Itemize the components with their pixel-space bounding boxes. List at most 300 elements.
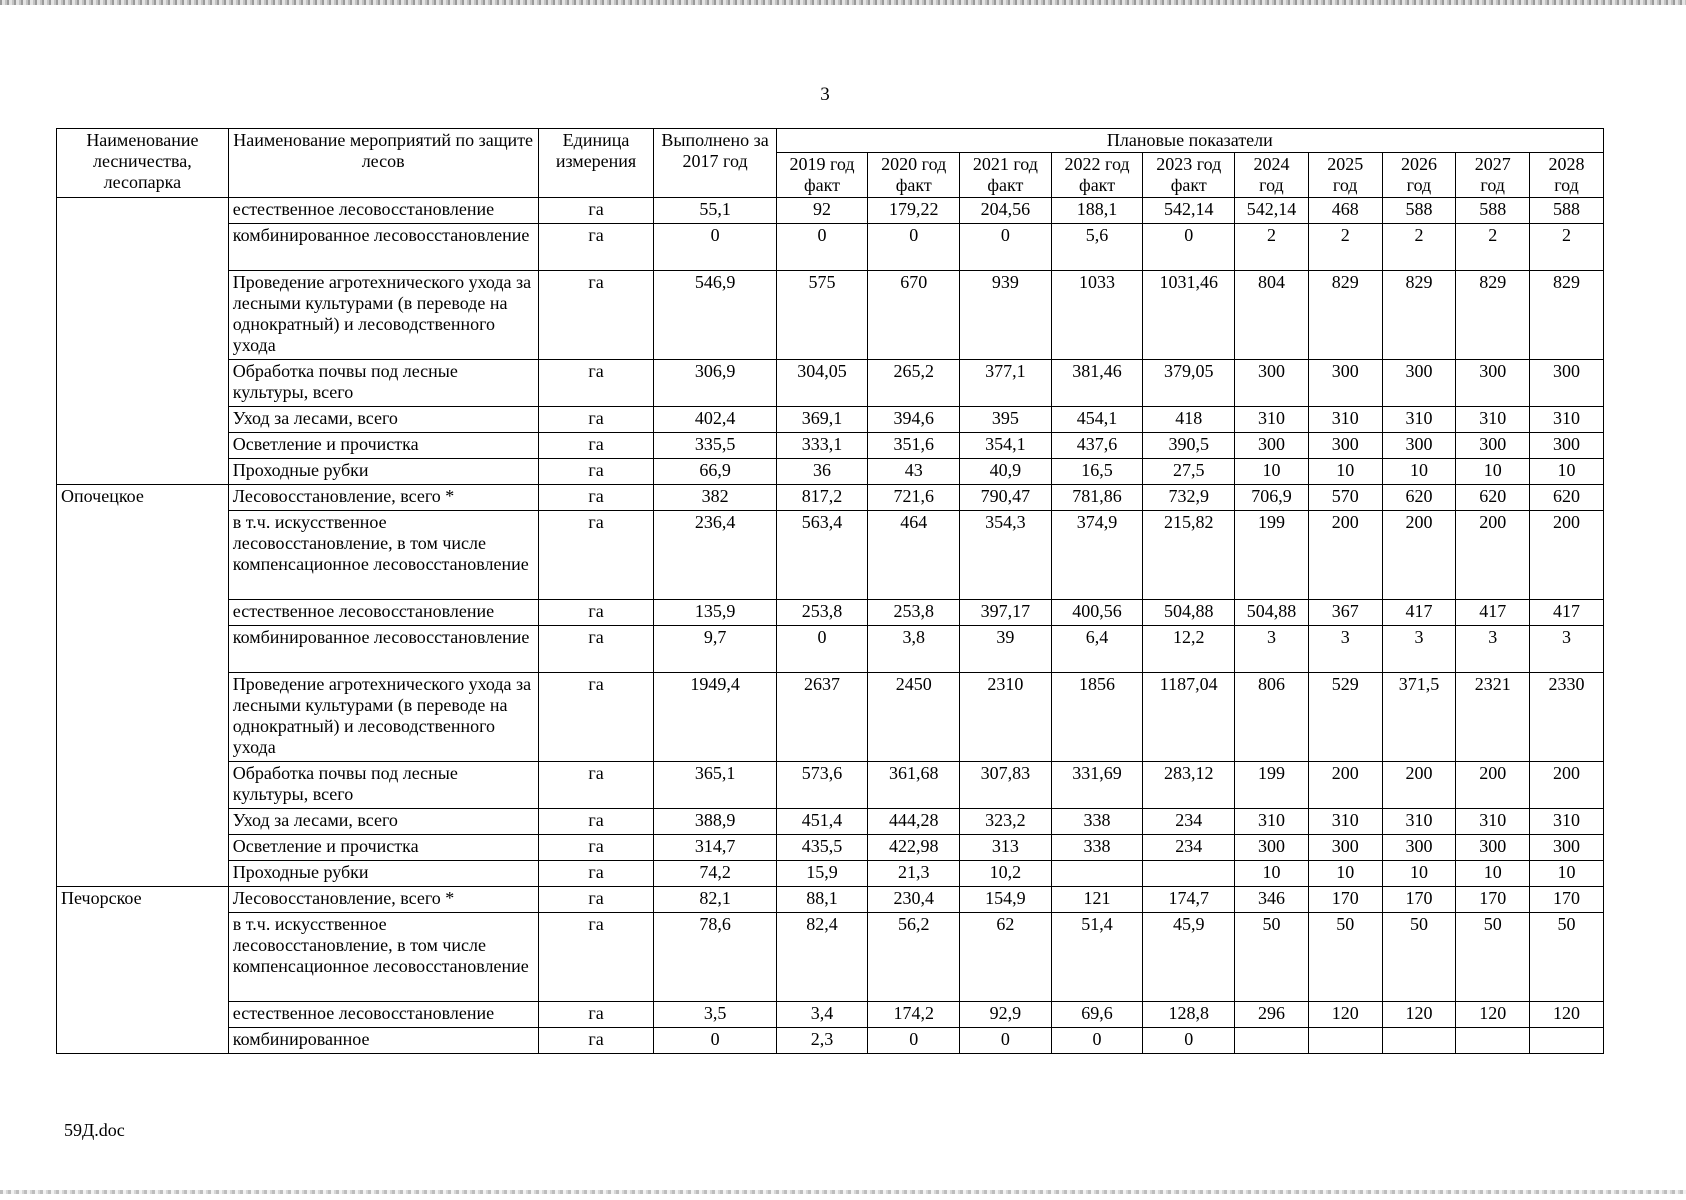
value-cell: 374,9 (1051, 511, 1143, 600)
value-cell: 2637 (776, 673, 868, 762)
value-cell: 200 (1456, 511, 1530, 600)
table-row (57, 1002, 1604, 1028)
value-cell: 706,9 (1235, 485, 1309, 511)
value-cell: 300 (1308, 360, 1382, 407)
value-cell: 0 (1143, 224, 1235, 271)
value-cell: 2 (1530, 224, 1604, 271)
value-cell: 397,17 (960, 600, 1052, 626)
value-cell (1308, 1028, 1382, 1054)
value-cell: 10 (1382, 459, 1456, 485)
measure-name: Проведение агротехнического ухода за лесными культурами (в переводе на однократный) и лесоводственного ухода (228, 673, 538, 762)
unit-cell: га (538, 762, 654, 809)
value-cell: 817,2 (776, 485, 868, 511)
measure-name: Уход за лесами, всего (228, 407, 538, 433)
unit-cell: га (538, 485, 654, 511)
value-cell: 422,98 (868, 835, 960, 861)
value-cell: 304,05 (776, 360, 868, 407)
table-row (57, 407, 1604, 433)
value-cell: 417 (1530, 600, 1604, 626)
value-cell (1382, 1028, 1456, 1054)
value-cell (1456, 1028, 1530, 1054)
value-cell: 310 (1235, 809, 1309, 835)
value-cell: 371,5 (1382, 673, 1456, 762)
value-cell: 310 (1308, 407, 1382, 433)
value-cell: 310 (1382, 809, 1456, 835)
measure-name: комбинированное лесовосстановление (228, 224, 538, 271)
value-cell: 27,5 (1143, 459, 1235, 485)
value-cell: 2321 (1456, 673, 1530, 762)
value-cell: 253,8 (776, 600, 868, 626)
value-cell: 417 (1456, 600, 1530, 626)
value-cell: 300 (1382, 433, 1456, 459)
table-row (57, 887, 1604, 913)
value-cell: 69,6 (1051, 1002, 1143, 1028)
value-cell: 620 (1456, 485, 1530, 511)
measure-name: в т.ч. искусственное лесовосстановление, в том числе компенсационное лесовосстановление (228, 511, 538, 600)
value-cell: 0 (1051, 1028, 1143, 1054)
value-cell: 199 (1235, 762, 1309, 809)
value-cell: 307,83 (960, 762, 1052, 809)
value-cell: 310 (1456, 407, 1530, 433)
value-cell: 529 (1308, 673, 1382, 762)
value-cell: 313 (960, 835, 1052, 861)
value-cell: 10 (1235, 861, 1309, 887)
value-cell: 55,1 (654, 198, 776, 224)
value-cell: 323,2 (960, 809, 1052, 835)
header-year: 2020 год факт (868, 153, 960, 198)
measure-name: Уход за лесами, всего (228, 809, 538, 835)
value-cell: 3 (1456, 626, 1530, 673)
value-cell: 128,8 (1143, 1002, 1235, 1028)
unit-cell: га (538, 673, 654, 762)
table-row (57, 511, 1604, 600)
value-cell: 170 (1530, 887, 1604, 913)
value-cell: 670 (868, 271, 960, 360)
table-row (57, 762, 1604, 809)
value-cell: 16,5 (1051, 459, 1143, 485)
table-row (57, 673, 1604, 762)
value-cell: 388,9 (654, 809, 776, 835)
value-cell: 804 (1235, 271, 1309, 360)
value-cell: 435,5 (776, 835, 868, 861)
scan-edge-top (0, 0, 1686, 5)
value-cell: 204,56 (960, 198, 1052, 224)
value-cell: 588 (1382, 198, 1456, 224)
value-cell: 92 (776, 198, 868, 224)
value-cell: 92,9 (960, 1002, 1052, 1028)
header-year: 2028 год (1530, 153, 1604, 198)
unit-cell: га (538, 809, 654, 835)
value-cell: 310 (1530, 407, 1604, 433)
unit-cell: га (538, 1002, 654, 1028)
value-cell: 2 (1456, 224, 1530, 271)
value-cell: 200 (1308, 762, 1382, 809)
measure-name: Проходные рубки (228, 459, 538, 485)
value-cell: 306,9 (654, 360, 776, 407)
footer-filename: 59Д.doc (64, 1120, 125, 1140)
header-year: 2019 год факт (776, 153, 868, 198)
value-cell: 314,7 (654, 835, 776, 861)
unit-cell: га (538, 511, 654, 600)
value-cell: 338 (1051, 809, 1143, 835)
measure-name: Осветление и прочистка (228, 835, 538, 861)
value-cell: 66,9 (654, 459, 776, 485)
measure-name: в т.ч. искусственное лесовосстановление, в том числе компенсационное лесовосстановление (228, 913, 538, 1002)
value-cell: 335,5 (654, 433, 776, 459)
table-row (57, 809, 1604, 835)
value-cell: 300 (1235, 360, 1309, 407)
value-cell: 0 (776, 626, 868, 673)
unit-cell: га (538, 835, 654, 861)
value-cell: 365,1 (654, 762, 776, 809)
value-cell: 10 (1235, 459, 1309, 485)
table-row (57, 485, 1604, 511)
header-unit: Единица измерения (538, 129, 654, 198)
value-cell: 354,3 (960, 511, 1052, 600)
value-cell: 3 (1235, 626, 1309, 673)
value-cell: 454,1 (1051, 407, 1143, 433)
value-cell: 45,9 (1143, 913, 1235, 1002)
measure-name: Лесовосстановление, всего * (228, 485, 538, 511)
value-cell: 5,6 (1051, 224, 1143, 271)
value-cell: 790,47 (960, 485, 1052, 511)
value-cell: 300 (1382, 360, 1456, 407)
value-cell: 542,14 (1143, 198, 1235, 224)
header-plan: Плановые показатели (776, 129, 1603, 153)
value-cell (1530, 1028, 1604, 1054)
forest-protection-table (56, 128, 1604, 1054)
table-row (57, 1028, 1604, 1054)
value-cell: 39 (960, 626, 1052, 673)
table-row (57, 835, 1604, 861)
value-cell: 300 (1235, 433, 1309, 459)
value-cell: 310 (1382, 407, 1456, 433)
value-cell: 300 (1530, 360, 1604, 407)
value-cell: 346 (1235, 887, 1309, 913)
value-cell: 310 (1456, 809, 1530, 835)
value-cell: 732,9 (1143, 485, 1235, 511)
value-cell: 82,1 (654, 887, 776, 913)
value-cell: 188,1 (1051, 198, 1143, 224)
value-cell: 573,6 (776, 762, 868, 809)
table-row (57, 271, 1604, 360)
measure-name: Проведение агротехнического ухода за лесными культурами (в переводе на однократный) и лесоводственного ухода (228, 271, 538, 360)
value-cell: 620 (1382, 485, 1456, 511)
value-cell: 400,56 (1051, 600, 1143, 626)
forest-name: Опочецкое (57, 485, 229, 887)
unit-cell: га (538, 459, 654, 485)
value-cell: 402,4 (654, 407, 776, 433)
value-cell: 36 (776, 459, 868, 485)
value-cell: 300 (1456, 360, 1530, 407)
table-row (57, 861, 1604, 887)
value-cell: 215,82 (1143, 511, 1235, 600)
value-cell: 10 (1456, 861, 1530, 887)
value-cell: 200 (1382, 762, 1456, 809)
header-year: 2023 год факт (1143, 153, 1235, 198)
value-cell: 542,14 (1235, 198, 1309, 224)
value-cell: 310 (1235, 407, 1309, 433)
value-cell: 381,46 (1051, 360, 1143, 407)
table-row (57, 913, 1604, 1002)
header-year: 2025 год (1308, 153, 1382, 198)
value-cell: 56,2 (868, 913, 960, 1002)
value-cell: 504,88 (1235, 600, 1309, 626)
header-year: 2022 год факт (1051, 153, 1143, 198)
forest-name (57, 198, 229, 485)
value-cell: 121 (1051, 887, 1143, 913)
value-cell: 120 (1308, 1002, 1382, 1028)
page-number: 3 (820, 84, 830, 105)
value-cell: 50 (1530, 913, 1604, 1002)
unit-cell: га (538, 271, 654, 360)
value-cell: 1033 (1051, 271, 1143, 360)
table-row (57, 626, 1604, 673)
value-cell: 40,9 (960, 459, 1052, 485)
value-cell: 6,4 (1051, 626, 1143, 673)
measure-name: Проходные рубки (228, 861, 538, 887)
table-row (57, 600, 1604, 626)
value-cell: 829 (1456, 271, 1530, 360)
value-cell: 418 (1143, 407, 1235, 433)
value-cell: 310 (1308, 809, 1382, 835)
table-row (57, 198, 1604, 224)
measure-name: естественное лесовосстановление (228, 600, 538, 626)
header-forest: Наименование лесничества, лесопарка (57, 129, 229, 198)
unit-cell: га (538, 1028, 654, 1054)
value-cell: 200 (1530, 762, 1604, 809)
value-cell: 451,4 (776, 809, 868, 835)
value-cell: 2450 (868, 673, 960, 762)
value-cell: 0 (868, 1028, 960, 1054)
value-cell: 563,4 (776, 511, 868, 600)
value-cell: 1949,4 (654, 673, 776, 762)
value-cell: 468 (1308, 198, 1382, 224)
value-cell: 0 (1143, 1028, 1235, 1054)
value-cell: 379,05 (1143, 360, 1235, 407)
value-cell: 170 (1456, 887, 1530, 913)
value-cell: 437,6 (1051, 433, 1143, 459)
value-cell: 300 (1530, 433, 1604, 459)
value-cell: 236,4 (654, 511, 776, 600)
value-cell: 331,69 (1051, 762, 1143, 809)
value-cell: 10 (1530, 459, 1604, 485)
value-cell: 367 (1308, 600, 1382, 626)
value-cell: 300 (1530, 835, 1604, 861)
value-cell: 575 (776, 271, 868, 360)
value-cell: 1856 (1051, 673, 1143, 762)
value-cell: 417 (1382, 600, 1456, 626)
value-cell: 170 (1308, 887, 1382, 913)
value-cell: 74,2 (654, 861, 776, 887)
value-cell: 300 (1308, 433, 1382, 459)
table-row (57, 459, 1604, 485)
value-cell: 50 (1235, 913, 1309, 1002)
unit-cell: га (538, 600, 654, 626)
value-cell: 3 (1530, 626, 1604, 673)
value-cell: 0 (776, 224, 868, 271)
value-cell: 806 (1235, 673, 1309, 762)
value-cell: 0 (960, 1028, 1052, 1054)
unit-cell: га (538, 407, 654, 433)
value-cell: 283,12 (1143, 762, 1235, 809)
value-cell (1051, 861, 1143, 887)
value-cell: 361,68 (868, 762, 960, 809)
value-cell: 50 (1308, 913, 1382, 1002)
value-cell: 2 (1235, 224, 1309, 271)
value-cell: 300 (1308, 835, 1382, 861)
value-cell: 234 (1143, 809, 1235, 835)
value-cell: 230,4 (868, 887, 960, 913)
measure-name: комбинированное лесовосстановление (228, 626, 538, 673)
value-cell: 51,4 (1051, 913, 1143, 1002)
table-row (57, 360, 1604, 407)
value-cell: 10 (1308, 459, 1382, 485)
value-cell: 620 (1530, 485, 1604, 511)
value-cell: 369,1 (776, 407, 868, 433)
value-cell: 200 (1530, 511, 1604, 600)
value-cell: 2310 (960, 673, 1052, 762)
value-cell: 2 (1308, 224, 1382, 271)
value-cell: 200 (1382, 511, 1456, 600)
value-cell: 588 (1530, 198, 1604, 224)
value-cell: 50 (1382, 913, 1456, 1002)
value-cell: 939 (960, 271, 1052, 360)
value-cell: 395 (960, 407, 1052, 433)
value-cell: 300 (1235, 835, 1309, 861)
header-year: 2021 год факт (960, 153, 1052, 198)
value-cell: 253,8 (868, 600, 960, 626)
value-cell: 15,9 (776, 861, 868, 887)
value-cell: 174,2 (868, 1002, 960, 1028)
value-cell: 9,7 (654, 626, 776, 673)
value-cell: 0 (868, 224, 960, 271)
value-cell: 338 (1051, 835, 1143, 861)
forest-name: Печорское (57, 887, 229, 1054)
unit-cell: га (538, 224, 654, 271)
value-cell: 546,9 (654, 271, 776, 360)
value-cell: 120 (1382, 1002, 1456, 1028)
value-cell: 781,86 (1051, 485, 1143, 511)
value-cell: 570 (1308, 485, 1382, 511)
value-cell: 10 (1382, 861, 1456, 887)
measure-name: Обработка почвы под лесные культуры, всего (228, 762, 538, 809)
value-cell: 174,7 (1143, 887, 1235, 913)
value-cell: 78,6 (654, 913, 776, 1002)
value-cell: 390,5 (1143, 433, 1235, 459)
value-cell: 10 (1308, 861, 1382, 887)
value-cell: 3,4 (776, 1002, 868, 1028)
value-cell: 3 (1308, 626, 1382, 673)
header-year: 2024 год (1235, 153, 1309, 198)
header-year: 2027 год (1456, 153, 1530, 198)
unit-cell: га (538, 913, 654, 1002)
value-cell: 829 (1530, 271, 1604, 360)
value-cell: 88,1 (776, 887, 868, 913)
header-done-2017: Выполнено за 2017 год (654, 129, 776, 198)
value-cell: 333,1 (776, 433, 868, 459)
value-cell (1235, 1028, 1309, 1054)
table-row (57, 224, 1604, 271)
value-cell: 829 (1382, 271, 1456, 360)
measure-name: Осветление и прочистка (228, 433, 538, 459)
measure-name: естественное лесовосстановление (228, 1002, 538, 1028)
value-cell: 296 (1235, 1002, 1309, 1028)
value-cell: 300 (1456, 433, 1530, 459)
value-cell: 394,6 (868, 407, 960, 433)
value-cell: 200 (1308, 511, 1382, 600)
value-cell: 199 (1235, 511, 1309, 600)
value-cell: 721,6 (868, 485, 960, 511)
value-cell: 382 (654, 485, 776, 511)
value-cell: 43 (868, 459, 960, 485)
value-cell: 265,2 (868, 360, 960, 407)
value-cell: 354,1 (960, 433, 1052, 459)
scan-edge-bottom (0, 1190, 1686, 1194)
value-cell: 588 (1456, 198, 1530, 224)
value-cell: 351,6 (868, 433, 960, 459)
value-cell: 3,5 (654, 1002, 776, 1028)
header-measure: Наименование мероприятий по защите лесов (228, 129, 538, 198)
value-cell: 464 (868, 511, 960, 600)
value-cell: 3 (1382, 626, 1456, 673)
unit-cell: га (538, 861, 654, 887)
measure-name: Обработка почвы под лесные культуры, всего (228, 360, 538, 407)
table-row (57, 433, 1604, 459)
value-cell: 2,3 (776, 1028, 868, 1054)
header-year: 2026 год (1382, 153, 1456, 198)
unit-cell: га (538, 360, 654, 407)
value-cell: 300 (1382, 835, 1456, 861)
value-cell: 200 (1456, 762, 1530, 809)
value-cell: 300 (1456, 835, 1530, 861)
value-cell: 135,9 (654, 600, 776, 626)
value-cell: 62 (960, 913, 1052, 1002)
value-cell: 82,4 (776, 913, 868, 1002)
unit-cell: га (538, 433, 654, 459)
value-cell: 504,88 (1143, 600, 1235, 626)
value-cell: 377,1 (960, 360, 1052, 407)
measure-name: Лесовосстановление, всего * (228, 887, 538, 913)
value-cell: 50 (1456, 913, 1530, 1002)
unit-cell: га (538, 626, 654, 673)
value-cell (1143, 861, 1235, 887)
value-cell: 310 (1530, 809, 1604, 835)
value-cell: 0 (654, 224, 776, 271)
value-cell: 10 (1456, 459, 1530, 485)
measure-name: естественное лесовосстановление (228, 198, 538, 224)
value-cell: 0 (960, 224, 1052, 271)
value-cell: 234 (1143, 835, 1235, 861)
value-cell: 12,2 (1143, 626, 1235, 673)
value-cell: 3,8 (868, 626, 960, 673)
unit-cell: га (538, 887, 654, 913)
value-cell: 21,3 (868, 861, 960, 887)
value-cell: 179,22 (868, 198, 960, 224)
value-cell: 170 (1382, 887, 1456, 913)
value-cell: 1031,46 (1143, 271, 1235, 360)
value-cell: 2 (1382, 224, 1456, 271)
value-cell: 1187,04 (1143, 673, 1235, 762)
value-cell: 444,28 (868, 809, 960, 835)
value-cell: 0 (654, 1028, 776, 1054)
table-header (57, 129, 1604, 198)
value-cell: 10 (1530, 861, 1604, 887)
table-body (57, 198, 1604, 1054)
value-cell: 2330 (1530, 673, 1604, 762)
value-cell: 829 (1308, 271, 1382, 360)
value-cell: 10,2 (960, 861, 1052, 887)
